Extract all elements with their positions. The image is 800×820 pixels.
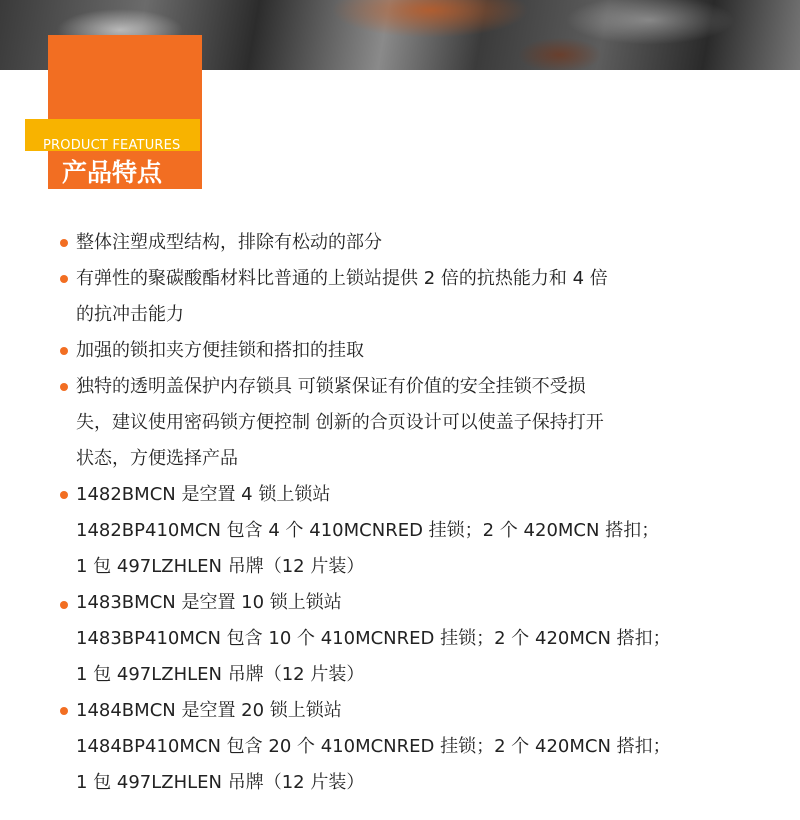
feature-line: 状态，方便选择产品 xyxy=(76,448,238,469)
bullet-dot-icon xyxy=(60,347,68,355)
section-title-chinese: 产品特点 xyxy=(62,158,163,187)
bullet-dot-icon xyxy=(60,491,68,499)
feature-line: 失，建议使用密码锁方便控制 创新的合页设计可以使盖子保持打开 xyxy=(76,412,604,433)
feature-line: 1483BP410MCN 包含 10 个 410MCNRED 挂锁；2 个 420MCN 搭扣； xyxy=(76,628,671,649)
bullet-dot-icon xyxy=(60,383,68,391)
feature-line: 整体注塑成型结构，排除有松动的部分 xyxy=(76,232,382,253)
feature-line: 1483BMCN 是空置 10 锁上锁站 xyxy=(76,592,342,613)
feature-line: 1 包 497LZHLEN 吊牌（12 片装） xyxy=(76,664,365,685)
feature-line: 有弹性的聚碳酸酯材料比普通的上锁站提供 2 倍的抗热能力和 4 倍 xyxy=(76,268,608,289)
feature-line: 加强的锁扣夹方便挂锁和搭扣的挂取 xyxy=(76,340,364,361)
feature-line: 1 包 497LZHLEN 吊牌（12 片装） xyxy=(76,772,365,793)
feature-line: 1482BMCN 是空置 4 锁上锁站 xyxy=(76,484,331,505)
feature-line: 1484BMCN 是空置 20 锁上锁站 xyxy=(76,700,342,721)
bullet-dot-icon xyxy=(60,275,68,283)
bullet-dot-icon xyxy=(60,707,68,715)
feature-line: 的抗冲击能力 xyxy=(76,304,184,325)
bullet-dot-icon xyxy=(60,239,68,247)
section-title-english: PRODUCT FEATURES xyxy=(43,138,181,153)
bullet-dot-icon xyxy=(60,601,68,609)
feature-line: 1 包 497LZHLEN 吊牌（12 片装） xyxy=(76,556,365,577)
feature-line: 1484BP410MCN 包含 20 个 410MCNRED 挂锁；2 个 420MCN 搭扣； xyxy=(76,736,671,757)
feature-line: 独特的透明盖保护内存锁具 可锁紧保证有价值的安全挂锁不受损 xyxy=(76,376,586,397)
feature-line: 1482BP410MCN 包含 4 个 410MCNRED 挂锁；2 个 420MCN 搭扣； xyxy=(76,520,660,541)
